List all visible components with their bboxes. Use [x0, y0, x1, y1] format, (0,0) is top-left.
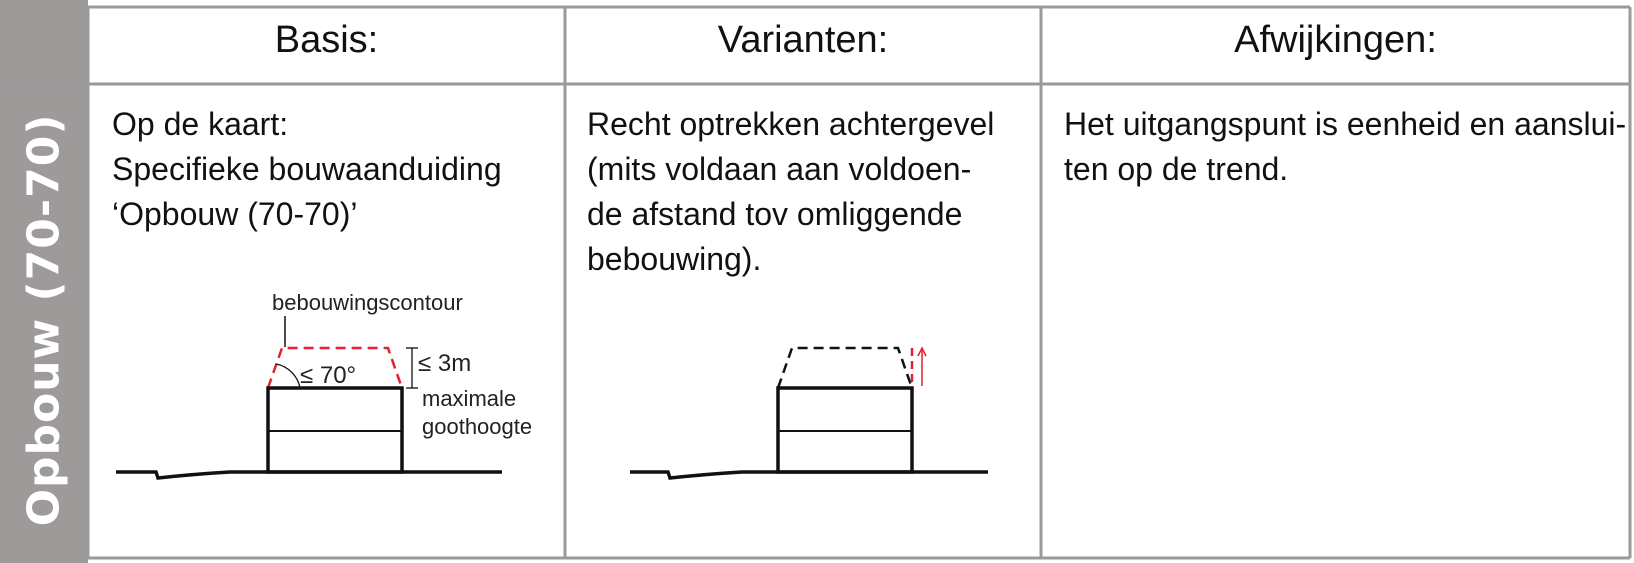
header-afwijkingen: Afwijkingen: [1234, 18, 1437, 61]
header-varianten: Varianten: [717, 18, 889, 61]
ground-line [630, 472, 988, 478]
basis-text [112, 102, 502, 237]
eaves-label-2: goothoogte [422, 414, 533, 439]
varianten-line: bebouwing). [587, 241, 762, 277]
basis-line: Op de kaart: [112, 106, 289, 142]
angle-label: ≤ 70° [300, 362, 357, 389]
varianten-text [587, 102, 994, 282]
side-label: Opbouw (70-70) [18, 113, 70, 527]
varianten-line: de afstand tov omliggende [587, 196, 963, 232]
afwijkingen-line: ten op de trend. [1064, 151, 1289, 187]
angle-arc [276, 364, 300, 388]
varianten-line: (mits voldaan aan voldoen- [587, 151, 972, 187]
eaves-label-1: maximale [422, 386, 517, 411]
basis-line: ‘Opbouw (70-70)’ [112, 196, 358, 232]
contour-label: bebouwingscontour [272, 290, 463, 315]
side-band [0, 0, 88, 563]
header-basis: Basis: [274, 18, 379, 61]
ground-line [116, 472, 502, 478]
basis-line: Specifieke bouwaanduiding [112, 151, 502, 187]
roof-contour-line [778, 348, 912, 388]
height-label: ≤ 3m [418, 350, 472, 377]
varianten-building-diagram [620, 300, 1020, 500]
afwijkingen-line: Het uitgangspunt is eenheid en aanslui- [1064, 106, 1627, 142]
afwijkingen-text [1064, 102, 1626, 192]
varianten-line: Recht optrekken achtergevel [587, 106, 995, 142]
